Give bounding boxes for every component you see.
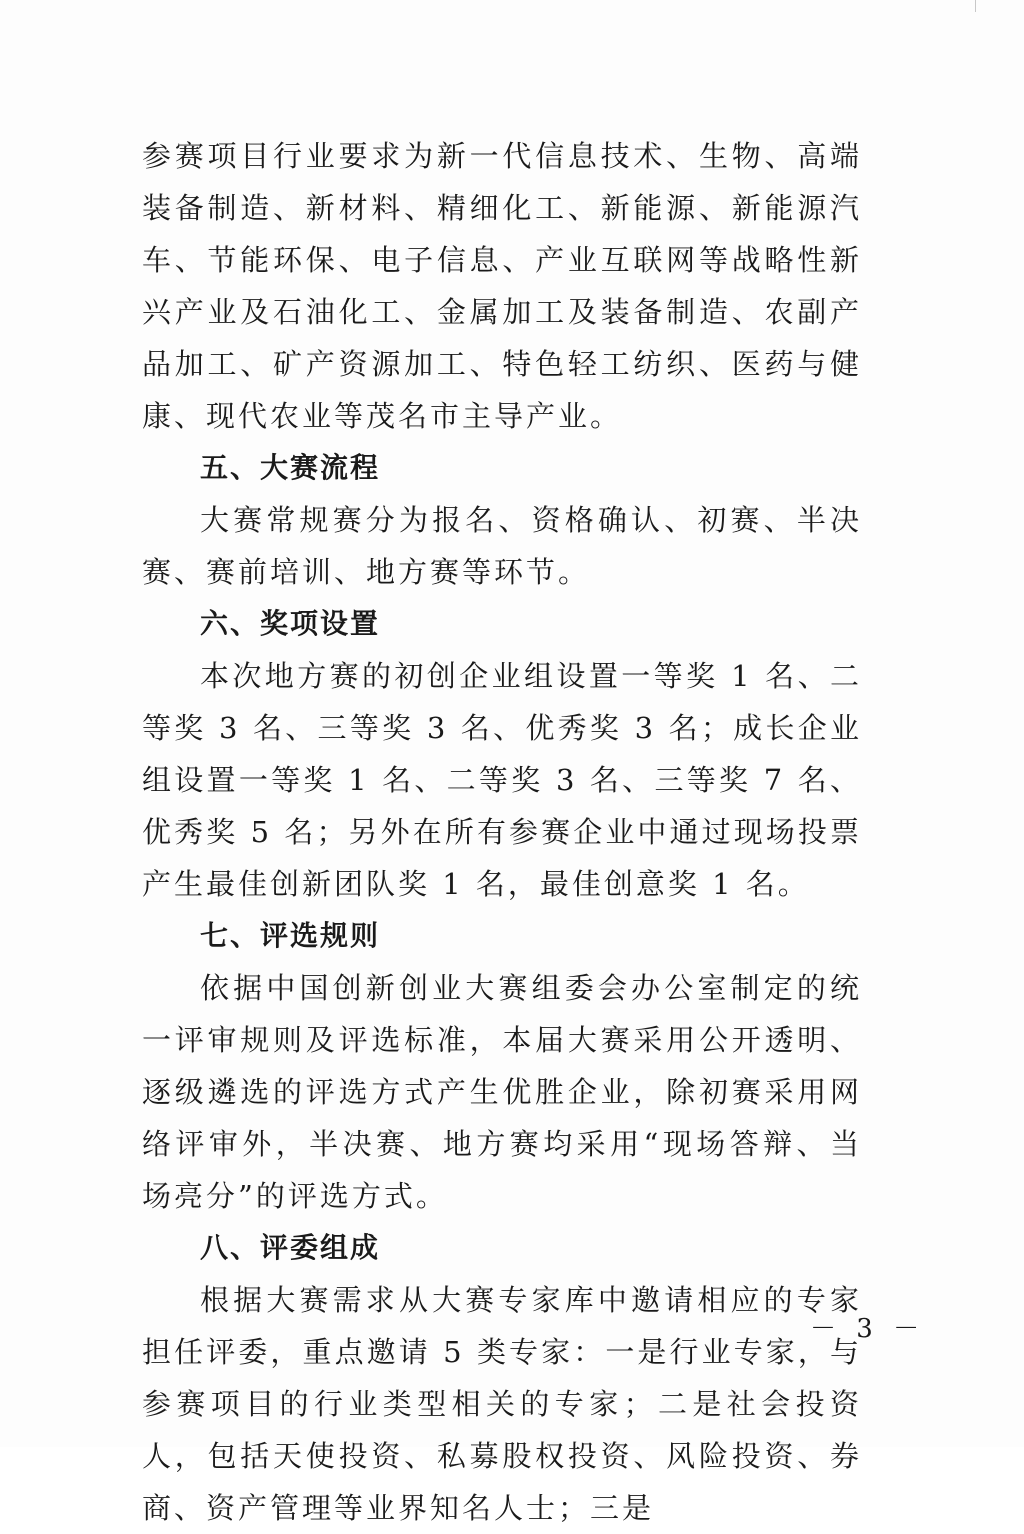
heading-competition-process: 五、大赛流程 [200, 451, 381, 484]
paragraph-awards: 本次地方赛的初创企业组设置一等奖 1 名、二等奖 3 名、三等奖 3 名、优秀奖 3 名；成长企业组设置一等奖 1 名、二等奖 3 名、三等奖 7 名、优秀奖 5 名；另外在所有参赛企业中通过现场投票产生最佳创新团队奖 1 名，最佳创意奖 1 名。 [142, 659, 862, 901]
document-body [142, 130, 862, 1534]
heading-judging-panel: 八、评委组成 [200, 1231, 381, 1264]
paragraph-competition-process: 大赛常规赛分为报名、资格确认、初赛、半决赛、赛前培训、地方赛等环节。 [142, 503, 862, 589]
paragraph-judging-rules: 依据中国创新创业大赛组委会办公室制定的统一评审规则及评选标准，本届大赛采用公开透明、逐级遴选的评选方式产生优胜企业，除初赛采用网络评审外，半决赛、地方赛均采用“现场答辩、当场亮分”的评选方式。 [142, 971, 862, 1213]
heading-awards: 六、奖项设置 [200, 607, 381, 640]
paragraph-industry-requirements: 参赛项目行业要求为新一代信息技术、生物、高端装备制造、新材料、精细化工、新能源、新能源汽车、节能环保、电子信息、产业互联网等战略性新兴产业及石油化工、金属加工及装备制造、农副产品加工、矿产资源加工、特色轻工纺织、医药与健康、现代农业等茂名市主导产业。 [142, 139, 862, 433]
heading-judging-rules: 七、评选规则 [200, 919, 381, 952]
paragraph-judging-panel: 根据大赛需求从大赛专家库中邀请相应的专家担任评委，重点邀请 5 类专家：一是行业专家，与参赛项目的行业类型相关的专家；二是社会投资人，包括天使投资、私募股权投资、风险投资、券商、资产管理等业界知名人士；三是 [142, 1283, 862, 1525]
page-number: － 3 － [810, 1314, 926, 1344]
scan-edge-mark [975, 0, 976, 12]
